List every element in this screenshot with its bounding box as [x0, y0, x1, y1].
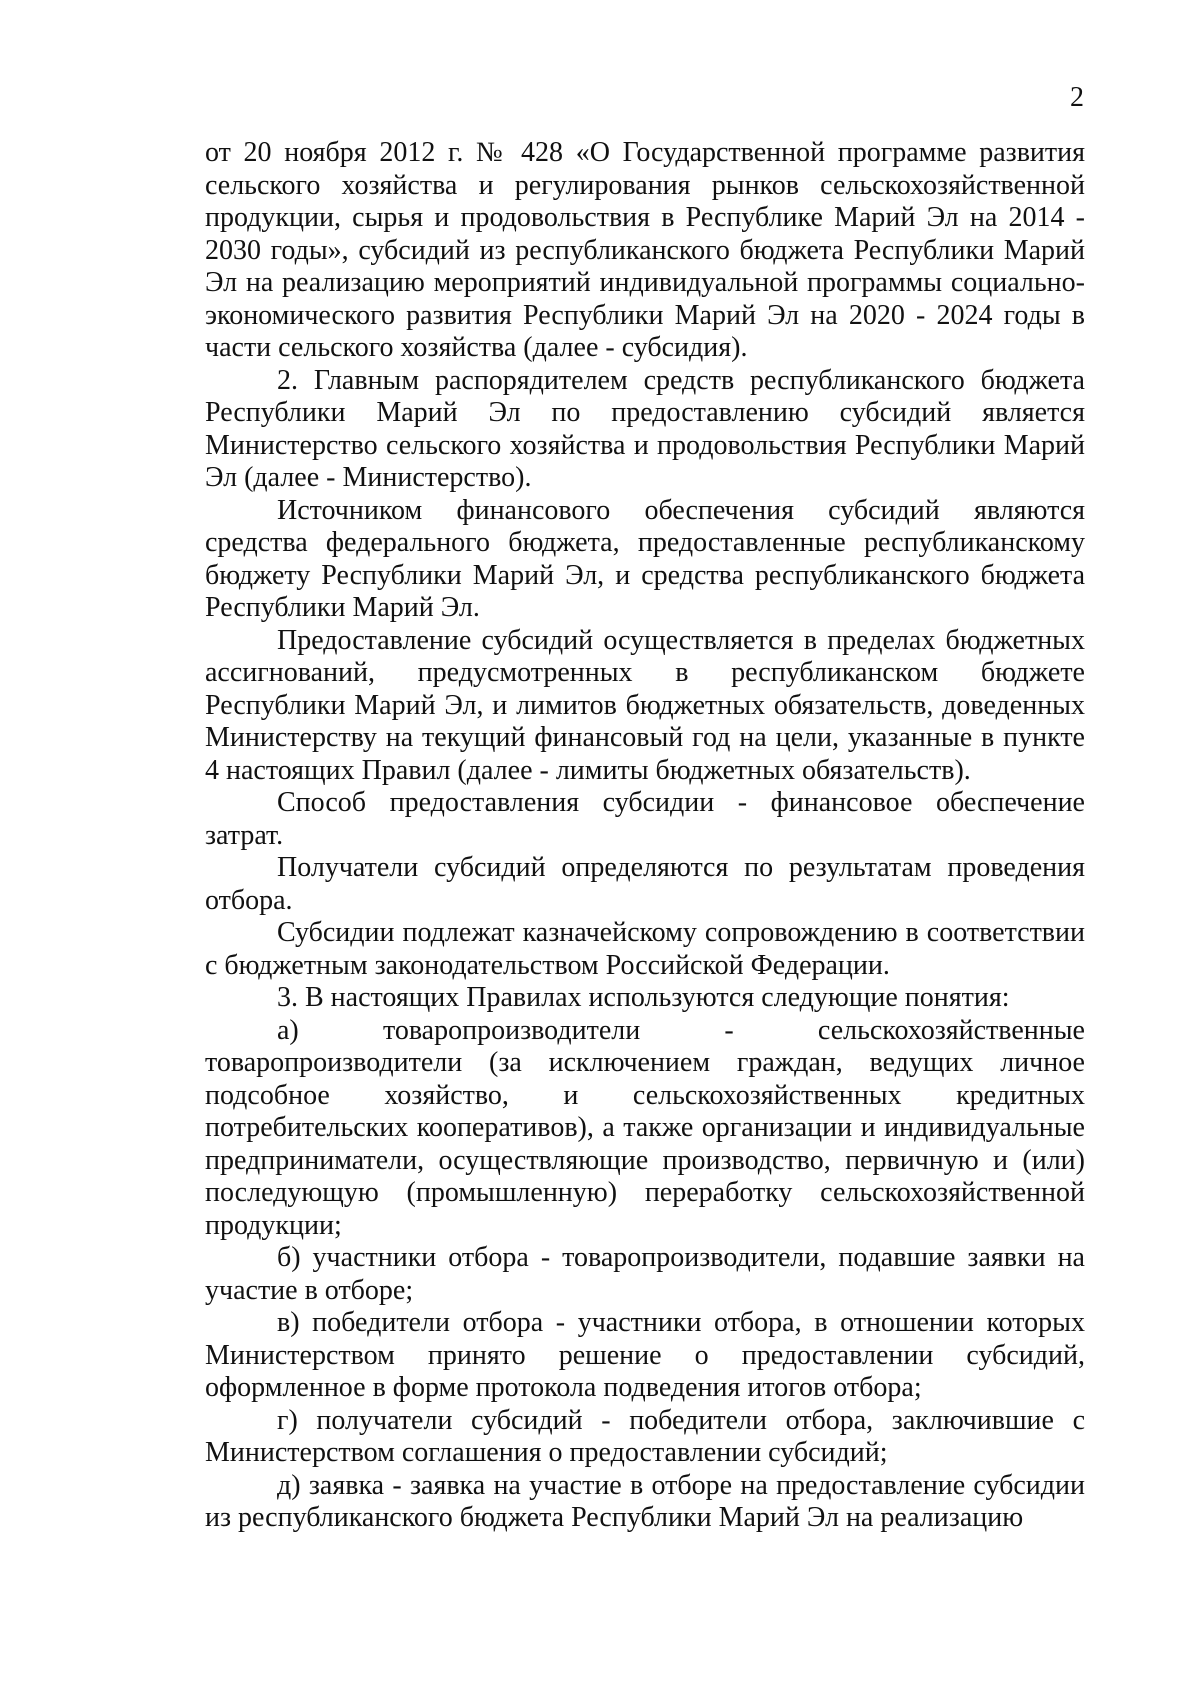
paragraph: Способ предоставления субсидии - финансовое обеспечение затрат.: [205, 787, 1085, 851]
paragraph: б) участники отбора - товаропроизводители, подавшие заявки на участие в отборе;: [205, 1242, 1085, 1306]
paragraph: Предоставление субсидий осуществляется в пределах бюджетных ассигнований, предусмотренных в республиканском бюджете Республики Марий Эл, и лимитов бюджетных обязательств, доведенных Министерству на текущий финансовый год на цели, указанные в пункте 4 настоящих Правил (далее - лимиты бюджетных обязательств).: [205, 624, 1085, 786]
paragraph: д) заявка - заявка на участие в отборе на предоставление субсидии из республиканского бюджета Республики Марий Эл на реализацию: [205, 1469, 1085, 1533]
paragraph: Источником финансового обеспечения субсидий являются средства федерального бюджета, предоставленные республиканскому бюджету Республики Марий Эл, и средства республиканского бюджета Республики Марий Эл.: [205, 494, 1085, 623]
paragraph: 2. Главным распорядителем средств республиканского бюджета Республики Марий Эл по предоставлению субсидий является Министерство сельского хозяйства и продовольствия Республики Марий Эл (далее - Министерство).: [205, 364, 1085, 493]
paragraph: Получатели субсидий определяются по результатам проведения отбора.: [205, 852, 1085, 916]
paragraph: 3. В настоящих Правилах используются следующие понятия:: [277, 982, 1010, 1013]
page-number: 2: [1070, 82, 1084, 113]
paragraph: в) победители отбора - участники отбора, в отношении которых Министерством принято решение о предоставлении субсидий, оформленное в форме протокола подведения итогов отбора;: [205, 1307, 1085, 1403]
paragraph: от 20 ноября 2012 г. № 428 «О Государственной программе развития сельского хозяйства и регулирования рынков сельскохозяйственной продукции, сырья и продовольствия в Республике Марий Эл на 2014 - 2030 годы», субсидий из республиканского бюджета Республики Марий Эл на реализацию мероприятий индивидуальной программы социально-экономического развития Республики Марий Эл на 2020 - 2024 годы в части сельского хозяйства (далее - субсидия).: [205, 137, 1085, 363]
paragraph: г) получатели субсидий - победители отбора, заключившие с Министерством соглашения о предоставлении субсидий;: [205, 1404, 1085, 1468]
document-body: [205, 137, 1085, 1535]
paragraph: а) товаропроизводители - сельскохозяйственные товаропроизводители (за исключением граждан, ведущих личное подсобное хозяйство, и сельскохозяйственных кредитных потребительских кооперативов), а также организации и индивидуальные предприниматели, осуществляющие производство, первичную и (или) последующую (промышленную) переработку сельскохозяйственной продукции;: [205, 1014, 1085, 1241]
paragraph: Субсидии подлежат казначейскому сопровождению в соответствии с бюджетным законодательством Российской Федерации.: [205, 917, 1085, 981]
